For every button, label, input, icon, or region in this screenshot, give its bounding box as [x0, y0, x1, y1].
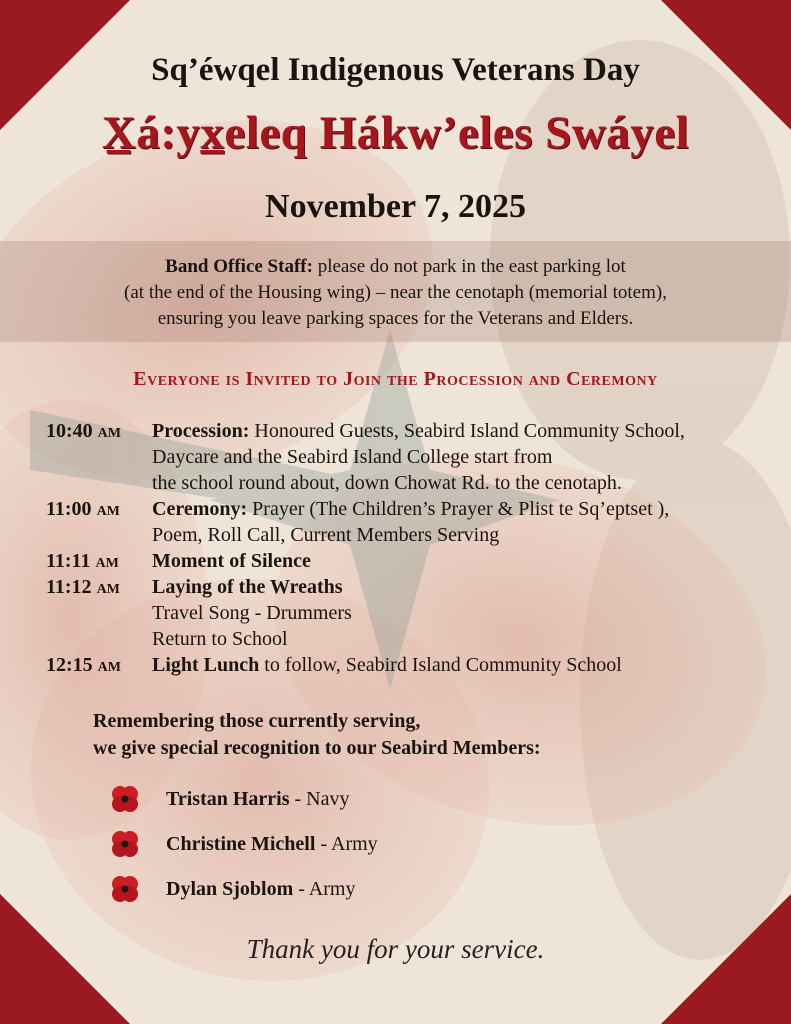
- recognition-line-1: Remembering those currently serving,: [93, 710, 421, 732]
- schedule-title: Moment of Silence: [152, 550, 311, 572]
- event-title: Sq’éwqel Indigenous Veterans Day: [151, 52, 640, 88]
- event-subtitle-halqemeylem: X̲á:yx̲eleq Hákw’eles Swáyel: [101, 107, 690, 159]
- parking-notice: [0, 254, 791, 332]
- schedule-title: Light Lunch: [152, 654, 260, 676]
- member-branch: - Navy: [294, 788, 350, 810]
- schedule-item: [46, 418, 766, 496]
- closing-message: Thank you for your service.: [246, 934, 545, 964]
- schedule-time: 12:15 AM: [46, 654, 121, 676]
- notice-text-1: please do not park in the east parking lot: [317, 256, 626, 277]
- schedule-item: [46, 496, 766, 548]
- schedule-description: [152, 548, 766, 574]
- schedule-time: 11:00 AM: [46, 498, 120, 520]
- schedule-title: Ceremony:: [152, 498, 248, 520]
- schedule-item: [46, 574, 766, 652]
- schedule-description: Procession: Honoured Guests, Seabird Island Community School, Daycare and the Seabird Island College start from the school round about, down Chowat Rd. to the cenotaph.: [152, 420, 685, 494]
- member-name: Dylan Sjoblom: [166, 878, 294, 900]
- event-date: November 7, 2025: [265, 188, 526, 225]
- schedule-time: 11:11 AM: [46, 550, 119, 572]
- schedule-title: Laying of the Wreaths: [152, 576, 343, 598]
- member-name: Tristan Harris: [166, 788, 290, 810]
- schedule-time: 10:40 AM: [46, 420, 121, 442]
- member-branch: - Army: [298, 878, 356, 900]
- notice-line-3: ensuring you leave parking spaces for the Veterans and Elders.: [157, 308, 634, 329]
- schedule-item: [46, 548, 766, 574]
- poppy-icon: [110, 829, 140, 859]
- notice-line-2: (at the end of the Housing wing) – near the cenotaph (memorial totem),: [124, 282, 667, 303]
- poppy-icon: [110, 784, 140, 814]
- recognition-text: [93, 708, 541, 762]
- member-name: Christine Michell: [166, 833, 316, 855]
- schedule-item: [46, 652, 766, 678]
- invite-heading: Everyone is Invited to Join the Procession and Ceremony: [133, 368, 658, 390]
- notice-line-1: [0, 254, 791, 280]
- schedule-description: Laying of the Wreaths Travel Song - Drummers Return to School: [152, 576, 352, 650]
- schedule-description: Light Lunch to follow, Seabird Island Community School: [152, 654, 622, 676]
- schedule: [46, 418, 766, 678]
- recognition-line-2: we give special recognition to our Seabird Members:: [93, 737, 541, 759]
- member-branch: - Army: [320, 833, 378, 855]
- schedule-description: Ceremony: Prayer (The Children’s Prayer & Plist te Sq’eptset ), Poem, Roll Call, Current Members Serving: [152, 498, 670, 546]
- schedule-time: 11:12 AM: [46, 576, 120, 598]
- poppy-icon: [110, 874, 140, 904]
- notice-label: Band Office Staff:: [165, 256, 313, 277]
- schedule-title: Procession:: [152, 420, 250, 442]
